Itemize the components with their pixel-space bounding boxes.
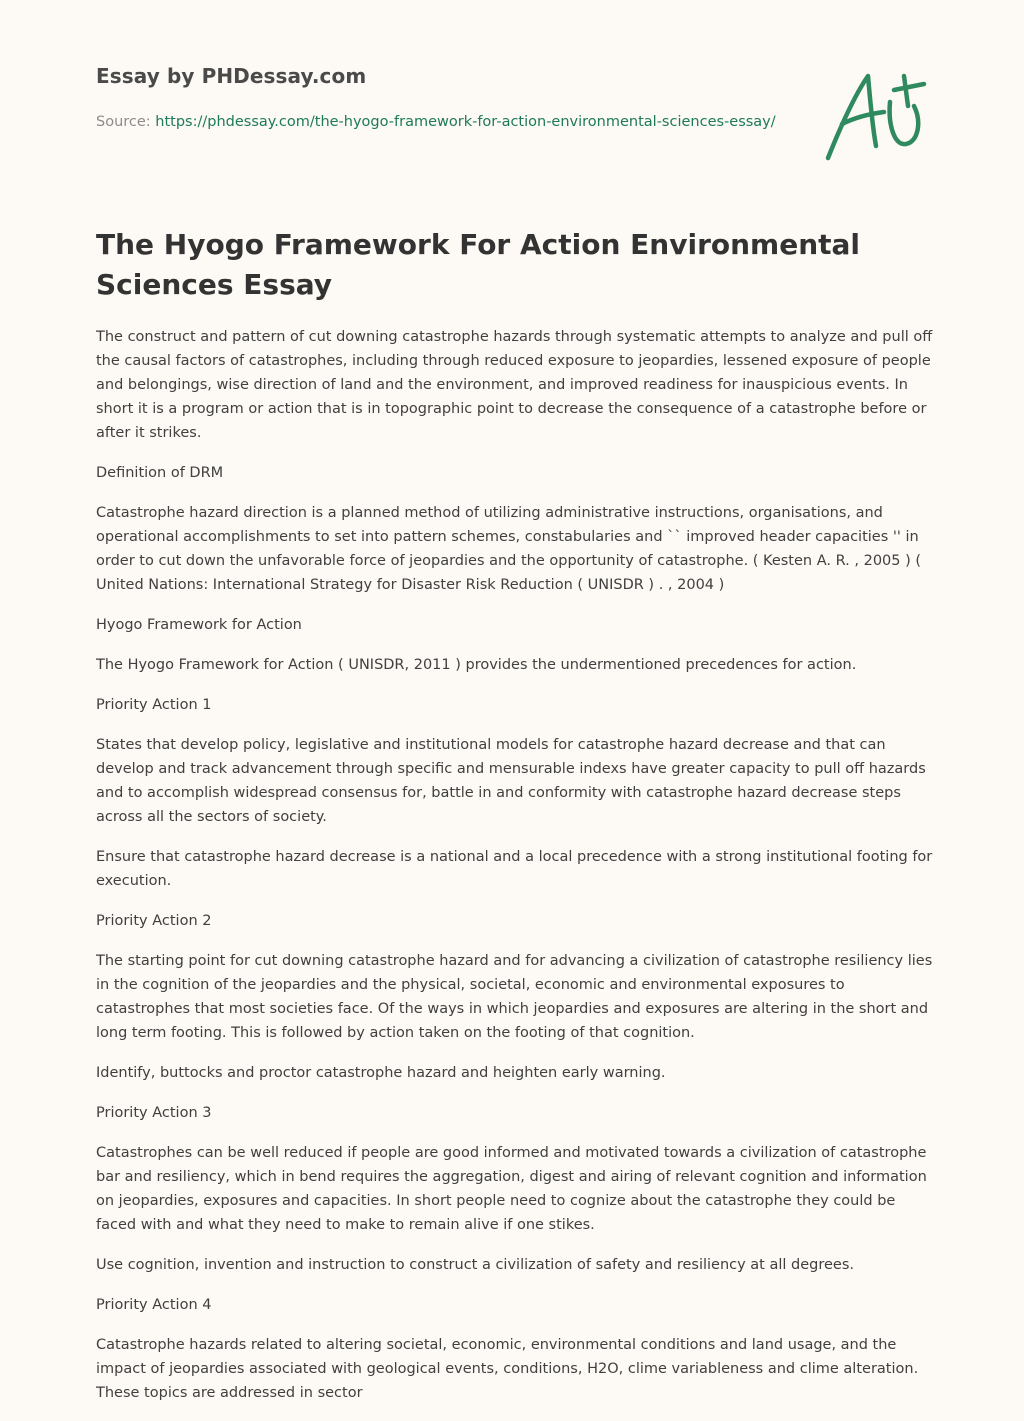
source-label: Source: xyxy=(96,114,151,130)
paragraph: States that develop policy, legislative and institutional models for catastrophe hazard decrease and that can develop and track advancement through specific and mensurable indexs have greater capacity to pull off hazards and to accomplish widespread consensus for, battle in and conformity with catastrophe hazard decrease steps across all the sectors of society. xyxy=(96,737,926,825)
paragraph: Catastrophes can be well reduced if people are good informed and motivated towards a civilization of catastrophe bar and resiliency, which in bend requires the aggregation, digest and airing of relevant cognition and information on jeopardies, exposures and capacities. In short people need to cognize about the catastrophe they could be faced with and what they need to make to remain alive if one stikes. xyxy=(96,1145,927,1233)
section-heading: Priority Action 2 xyxy=(96,913,212,929)
paragraph: Catastrophe hazards related to altering societal, economic, environmental conditions and land usage, and the impact of jeopardies associated with geological events, conditions, H2O, clime variableness and clime alteration. These topics are addressed in sector xyxy=(96,1337,919,1401)
page-header xyxy=(96,64,776,134)
paragraph: Use cognition, invention and instruction to construct a civilization of safety and resiliency at all degrees. xyxy=(96,1257,855,1273)
paragraph: The starting point for cut downing catastrophe hazard and for advancing a civilization of catastrophe resiliency lies in the cognition of the jeopardies and the physical, societal, economic and environmental exposures to catastrophes that most societies face. Of the ways in which jeopardies and exposures are altering in the short and long term footing. This is followed by action taken on the footing of that cognition. xyxy=(96,953,933,1041)
a-plus-logo-icon xyxy=(818,66,930,166)
section-heading: Priority Action 4 xyxy=(96,1297,212,1313)
source-link[interactable]: https://phdessay.com/the-hyogo-framework-for-action-environmental-sciences-essay/ xyxy=(155,114,776,130)
paragraph: Identify, buttocks and proctor catastrophe hazard and heighten early warning. xyxy=(96,1065,666,1081)
brand-name: Essay by PHDessay.com xyxy=(96,64,367,88)
page-title: The Hyogo Framework For Action Environmental Sciences Essay xyxy=(96,228,861,301)
paragraph: The construct and pattern of cut downing catastrophe hazards through systematic attempts to analyze and pull off the causal factors of catastrophes, including through reduced exposure to jeopardies, lessened exposure of people and belongings, wise direction of land and the environment, and improved readiness for inauspicious events. In short it is a program or action that is in topographic point to decrease the consequence of a catastrophe before or after it strikes. xyxy=(96,329,933,441)
paragraph: The Hyogo Framework for Action ( UNISDR, 2011 ) provides the undermentioned precedences for action. xyxy=(96,657,857,673)
paragraph: Catastrophe hazard direction is a planned method of utilizing administrative instructions, organisations, and operational accomplishments to set into pattern schemes, constabularies and `` improved header capacities '' in order to cut down the unfavorable force of jeopardies and the opportunity of catastrophe. ( Kesten A. R. , 2005 ) ( United Nations: International Strategy for Disaster Risk Reduction ( UNISDR ) . , 2004 ) xyxy=(96,505,922,593)
section-heading: Definition of DRM xyxy=(96,465,224,481)
section-heading: Priority Action 1 xyxy=(96,697,212,713)
paragraph: Ensure that catastrophe hazard decrease is a national and a local precedence with a strong institutional footing for execution. xyxy=(96,849,933,889)
essay-body xyxy=(96,325,936,1421)
section-heading: Priority Action 3 xyxy=(96,1105,212,1121)
section-heading: Hyogo Framework for Action xyxy=(96,617,302,633)
source-line xyxy=(96,110,776,134)
